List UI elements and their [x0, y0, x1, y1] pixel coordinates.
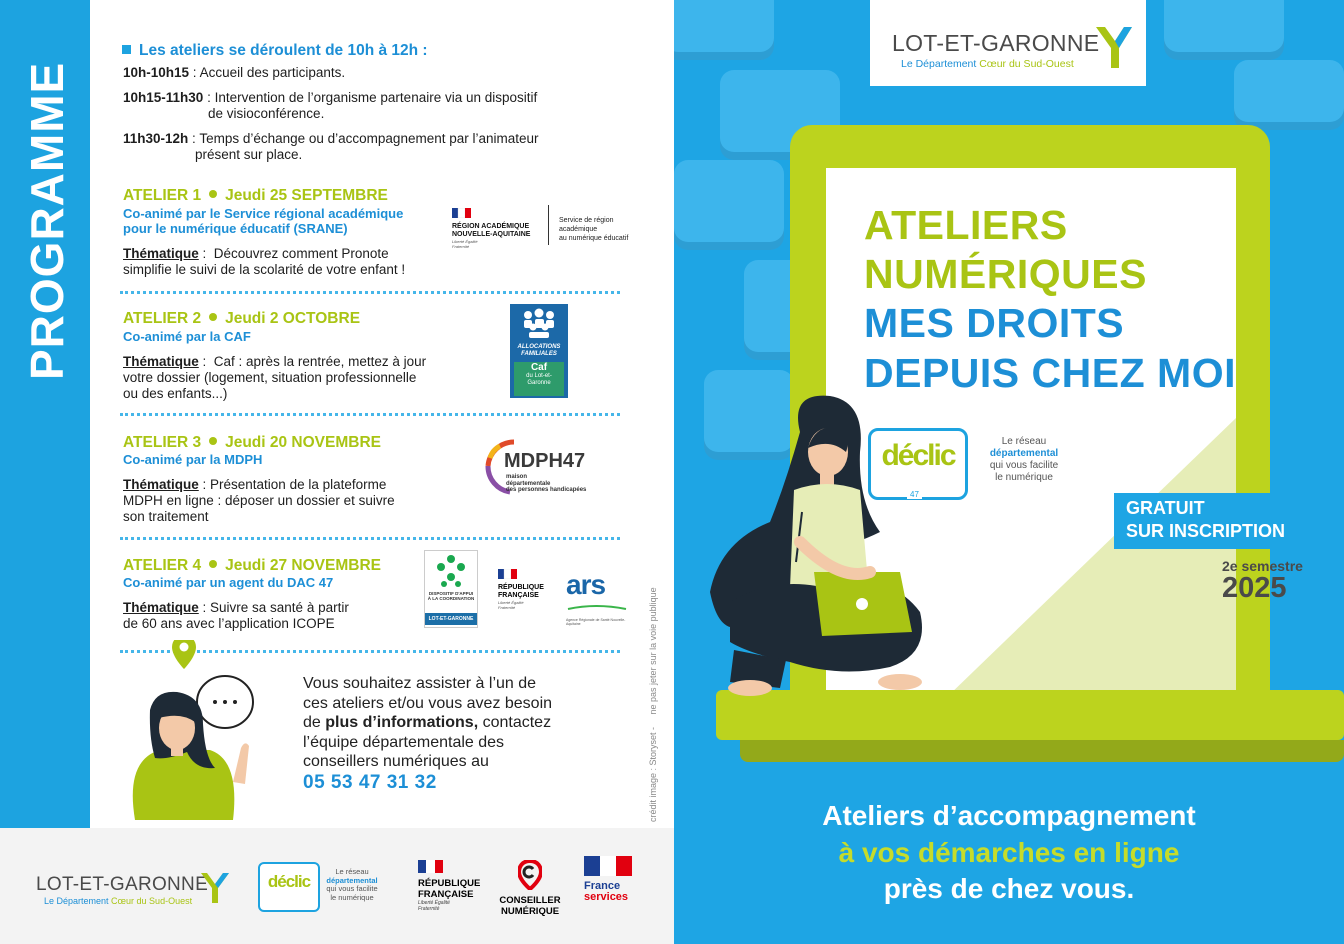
semester-label: 2e semestre	[1222, 558, 1303, 574]
schedule-heading-text: Les ateliers se déroulent de 10h à 12h :	[139, 42, 428, 59]
ars-subtitle: Agence Régionale de Santé Nouvelle-Aquitaine	[566, 618, 626, 626]
cover-lot-et-garonne-logo	[870, 0, 1146, 86]
laptop-base-edge	[740, 740, 1344, 762]
schedule-row-continued: présent sur place.	[195, 147, 303, 162]
footer-declic-logo	[258, 862, 320, 912]
atelier-number: ATELIER 2	[123, 310, 202, 327]
atelier-number: ATELIER 3	[123, 434, 202, 451]
declic-number: 47	[907, 490, 922, 499]
fs-name: services	[584, 891, 629, 903]
lg-y-icon	[1094, 24, 1134, 70]
thematique-text: simplifie le suivi de la scolarité de votre enfant !	[123, 262, 406, 277]
coanim-partner: pour le numérique éducatif (SRANE)	[123, 221, 348, 236]
thematique-label: Thématique	[123, 477, 199, 492]
thematique-text: MDPH en ligne : déposer un dossier et suivre	[123, 493, 395, 508]
keyboard-key	[674, 0, 774, 60]
dac-dots-icon	[425, 553, 477, 589]
atelier-date: Jeudi 2 OCTOBRE	[225, 310, 361, 327]
thematique-text: : Suivre sa santé à partir	[198, 600, 349, 615]
badge-line: GRATUIT	[1126, 498, 1205, 518]
atelier-4-thematique	[123, 600, 349, 632]
separator	[120, 537, 620, 540]
declic-word: déclic	[881, 439, 955, 472]
atelier-4-coanim	[123, 575, 333, 590]
thematique-text: ou des enfants...)	[123, 386, 228, 401]
coanim-prefix: Co-animé par la	[123, 452, 225, 467]
lg-y-icon	[199, 870, 231, 904]
year-label: 2025	[1222, 572, 1287, 604]
location-pin-icon	[518, 860, 542, 890]
atelier-number: ATELIER 4	[123, 557, 202, 574]
keyboard-key	[674, 160, 784, 250]
thematique-label: Thématique	[123, 600, 199, 615]
footer-france-services-logo	[584, 856, 632, 903]
free-registration-badge	[1114, 493, 1320, 549]
dac-name: DISPOSITIF D'APPUI À LA COORDINATION	[427, 591, 475, 601]
woman-with-laptop-illustration	[690, 392, 940, 702]
schedule-row-continued: de visioconférence.	[208, 106, 325, 121]
region-name: RÉGION ACADÉMIQUE	[452, 223, 530, 230]
thematique-label: Thématique	[123, 246, 199, 261]
atelier-3-coanim	[123, 452, 262, 467]
declic-word: déclic	[267, 872, 311, 891]
coanim-partner: DAC 47	[286, 575, 334, 590]
footer-lot-et-garonne-logo	[36, 874, 208, 906]
lg-name: LOT-ET-GARONNE	[36, 874, 209, 895]
republique-francaise-logo	[498, 566, 558, 616]
schedule-heading	[122, 42, 428, 60]
mdph-name: MDPH47	[504, 450, 586, 472]
caf-family-icon	[510, 306, 568, 342]
france-services-flag-icon	[584, 856, 632, 876]
thematique-text: Caf : après la rentrée, mettez à jour	[206, 354, 427, 369]
rf-name: FRANÇAISE	[418, 889, 474, 900]
schedule-time: 10h15-11h30	[123, 90, 204, 105]
tagline-line-2: à vos démarches en ligne	[838, 837, 1180, 868]
lg-tagline: Le Département Cœur du Sud-Ouest	[901, 58, 1074, 70]
contact-line: Vous souhaitez assister à l’un de	[303, 675, 537, 692]
dac-logo	[424, 550, 478, 628]
region-academique-logo	[452, 205, 652, 247]
ars-swoosh-icon	[566, 605, 630, 613]
schedule-row: 11h30-12h : Temps d’échange ou d’accompagnement par l’animateur	[123, 131, 539, 146]
ars-logo	[566, 569, 630, 626]
contact-line: conseillers numériques au	[303, 753, 489, 770]
coanim-prefix: Co-animé par un agent du	[123, 575, 287, 590]
atelier-3-thematique	[123, 477, 395, 525]
thematique-label: Thématique	[123, 354, 199, 369]
headline-line-4: DEPUIS CHEZ MOI	[864, 350, 1236, 396]
footer-republique-logo	[418, 860, 480, 912]
lg-name: LOT-ET-GARONNE	[892, 30, 1100, 56]
programme-label: PROGRAMME	[21, 61, 73, 380]
separator	[120, 291, 620, 294]
headline-line-1: ATELIERS	[864, 202, 1068, 248]
coanim-prefix: Co-animé par	[123, 206, 210, 221]
rf-motto: Liberté Égalité Fraternité	[418, 900, 450, 912]
atelier-date: Jeudi 25 SEPTEMBRE	[225, 187, 388, 204]
caf-text: ALLOCATIONS FAMILIALES	[517, 344, 561, 357]
atelier-1-title	[123, 187, 388, 205]
atelier-3-title	[123, 434, 381, 452]
schedule-text: Intervention de l’organisme partenaire via un dispositif	[214, 90, 538, 105]
contact-line: de plus d’informations, contactez	[303, 714, 552, 731]
coanim-partner: le Service régional académique	[209, 206, 404, 221]
keyboard-key	[1234, 60, 1344, 130]
region-motto: Liberté Égalité Fraternité	[452, 239, 478, 249]
footer-conseiller-numerique-logo	[495, 860, 565, 917]
schedule-row: 10h-10h15 : Accueil des participants.	[123, 65, 346, 80]
region-name: NOUVELLE-AQUITAINE	[452, 231, 531, 238]
marianne-flag-icon	[418, 860, 444, 873]
woman-waving-illustration	[115, 640, 275, 822]
rf-motto: Liberté Égalité Fraternité	[498, 600, 524, 610]
dac-department: LOT-ET-GARONNE	[425, 613, 477, 625]
atelier-1-thematique: Thématique : Découvrez comment Pronote simplifie le suivi de la scolarité de votre enfant !	[123, 246, 406, 277]
caf-green-block: Caf du Lot-et- Garonne	[514, 362, 564, 396]
cn-name: CONSEILLER	[499, 895, 561, 906]
headline-line-2: NUMÉRIQUES	[864, 251, 1147, 297]
tagline-line-1: Ateliers d’accompagnement	[822, 800, 1196, 831]
atelier-2-title	[123, 310, 360, 328]
thematique-text: : Présentation de la plateforme	[198, 477, 387, 492]
atelier-1-coanim	[123, 206, 403, 236]
tagline-line-3: près de chez vous.	[883, 873, 1135, 904]
rf-name: FRANÇAISE	[498, 592, 539, 599]
badge-line: SUR INSCRIPTION	[1126, 521, 1286, 541]
atelier-date: Jeudi 27 NOVEMBRE	[225, 557, 381, 574]
footer-declic-tagline: Le réseau départemental qui vous facilite le numérique	[326, 867, 378, 902]
headline-line-3: MES DROITS	[864, 300, 1125, 346]
coanim-prefix: Co-animé par la	[123, 329, 225, 344]
ars-name: ars	[566, 569, 606, 600]
schedule-time: 10h-10h15	[123, 65, 190, 80]
lg-tagline: Le Département Cœur du Sud-Ouest	[44, 896, 193, 906]
cover-declic-tagline: Le réseau départemental qui vous facilite le numérique	[989, 436, 1059, 483]
schedule-time: 11h30-12h	[123, 131, 189, 146]
rf-name: RÉPUBLIQUE	[418, 878, 481, 889]
atelier-date: Jeudi 20 NOVEMBRE	[225, 434, 381, 451]
contact-line: ces ateliers et/ou vous avez besoin	[303, 694, 553, 712]
keyboard-key	[1164, 0, 1284, 60]
thematique-text: Découvrez comment Pronote	[206, 246, 389, 261]
srane-name: Service de région académique au numérique éducatif	[559, 217, 629, 242]
coanim-partner: CAF	[224, 329, 251, 344]
separator	[120, 413, 620, 416]
schedule-text: Temps d’échange ou d’accompagnement par l’animateur	[199, 131, 539, 146]
contact-phone[interactable]: 05 53 47 31 32	[303, 772, 437, 793]
fs-name: France	[584, 880, 621, 892]
coanim-partner: MDPH	[224, 452, 263, 467]
marianne-flag-icon	[498, 569, 518, 579]
thematique-text: votre dossier (logement, situation professionnelle	[123, 370, 417, 385]
atelier-4-title	[123, 557, 381, 575]
schedule-row: 10h15-11h30 : Intervention de l’organisme partenaire via un dispositif	[123, 90, 538, 105]
rf-name: RÉPUBLIQUE	[498, 584, 544, 591]
mdph-logo	[480, 436, 600, 498]
atelier-2-coanim	[123, 329, 251, 344]
schedule-text: Accueil des participants.	[199, 65, 346, 80]
atelier-number: ATELIER 1	[123, 187, 202, 204]
atelier-2-thematique: Thématique : Caf : après la rentrée, mettez à jour votre dossier (logement, situation professionnelle ou des enfants...)	[123, 354, 427, 401]
caf-logo	[510, 304, 568, 398]
image-credit: crédit image : Storyset - ne pas jeter sur la voie publique	[648, 587, 658, 822]
thematique-text: son traitement	[123, 509, 209, 524]
mdph-subtitle: maison départementale des personnes handicapées	[506, 474, 587, 493]
marianne-flag-icon	[452, 208, 472, 218]
cn-name: NUMÉRIQUE	[500, 906, 560, 917]
contact-text	[303, 674, 552, 772]
thematique-text: de 60 ans avec l’application ICOPE	[123, 616, 335, 631]
contact-line: l’équipe départementale des	[303, 733, 505, 751]
